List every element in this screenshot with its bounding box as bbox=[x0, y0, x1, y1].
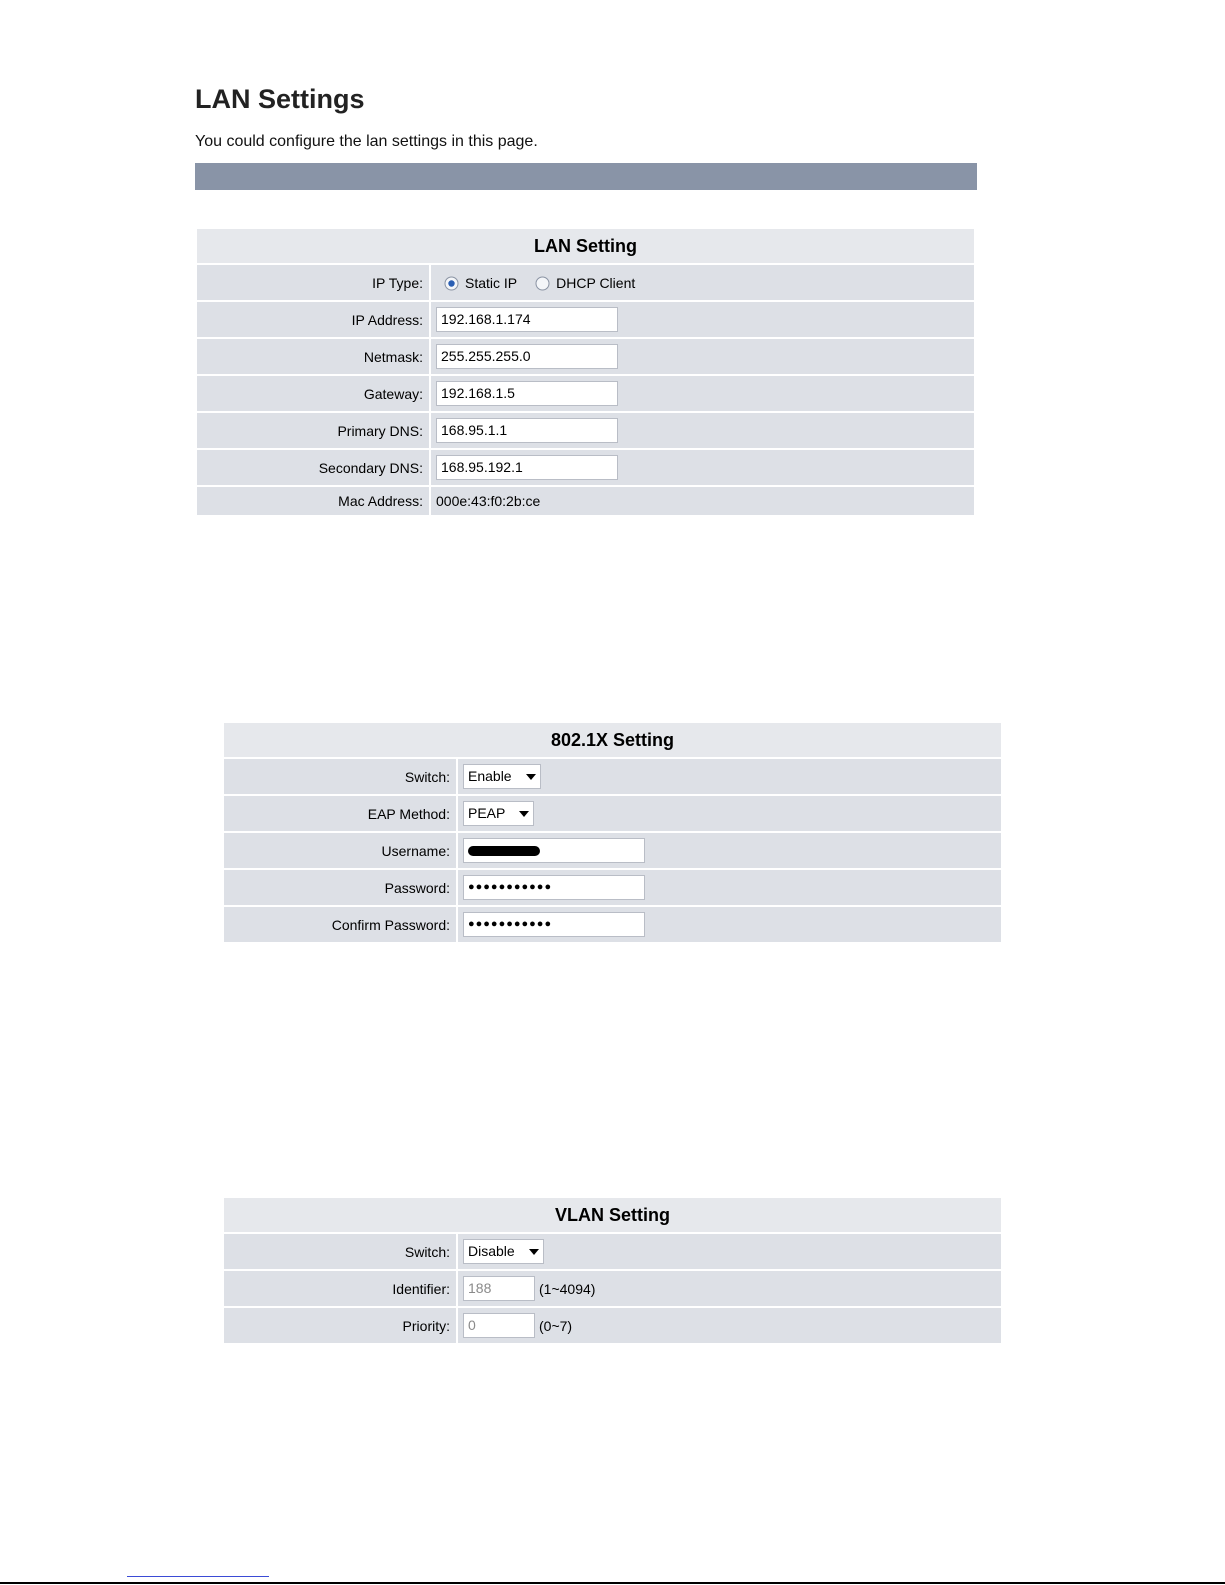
vlan-switch-select[interactable] bbox=[463, 1239, 544, 1264]
identifier-range-hint: (1~4094) bbox=[539, 1280, 596, 1297]
page-description: You could configure the lan settings in this page. bbox=[195, 133, 538, 150]
static-ip-radio[interactable] bbox=[444, 276, 459, 291]
gateway-label: Gateway: bbox=[196, 375, 430, 412]
primary-dns-input[interactable]: 168.95.1.1 bbox=[436, 418, 618, 443]
password-input[interactable]: ●●●●●●●●●●● bbox=[463, 875, 645, 900]
mac-address-value: 000e:43:f0:2b:ce bbox=[430, 486, 975, 516]
confirm-password-input[interactable]: ●●●●●●●●●●● bbox=[463, 912, 645, 937]
vlan-setting-table bbox=[222, 1196, 1003, 1345]
page-title: LAN Settings bbox=[195, 84, 365, 114]
confirm-password-label: Confirm Password: bbox=[223, 906, 457, 943]
password-label: Password: bbox=[223, 869, 457, 906]
dot1x-switch-value: Enable bbox=[468, 768, 512, 784]
vlan-switch-value: Disable bbox=[468, 1243, 515, 1259]
lan-setting-header: LAN Setting bbox=[196, 228, 975, 264]
footnote-separator bbox=[127, 1576, 269, 1577]
primary-dns-label: Primary DNS: bbox=[196, 412, 430, 449]
chevron-down-icon bbox=[519, 811, 529, 817]
username-input[interactable] bbox=[463, 838, 645, 863]
ip-address-input[interactable]: 192.168.1.174 bbox=[436, 307, 618, 332]
chevron-down-icon bbox=[529, 1249, 539, 1255]
dot1x-setting-header: 802.1X Setting bbox=[223, 722, 1002, 758]
static-ip-label: Static IP bbox=[465, 275, 518, 292]
secondary-dns-input[interactable]: 168.95.192.1 bbox=[436, 455, 618, 480]
priority-label: Priority: bbox=[223, 1307, 457, 1344]
priority-input[interactable]: 0 bbox=[463, 1313, 535, 1338]
secondary-dns-label: Secondary DNS: bbox=[196, 449, 430, 486]
dhcp-client-radio[interactable] bbox=[535, 276, 550, 291]
identifier-input[interactable]: 188 bbox=[463, 1276, 535, 1301]
dhcp-client-label: DHCP Client bbox=[556, 275, 636, 292]
vlan-switch-label: Switch: bbox=[223, 1233, 457, 1270]
mac-address-label: Mac Address: bbox=[196, 486, 430, 516]
eap-method-label: EAP Method: bbox=[223, 795, 457, 832]
priority-range-hint: (0~7) bbox=[539, 1317, 573, 1334]
netmask-input[interactable]: 255.255.255.0 bbox=[436, 344, 618, 369]
section-divider-bar bbox=[195, 163, 977, 190]
chevron-down-icon bbox=[526, 774, 536, 780]
page-bottom-rule bbox=[0, 1582, 1225, 1584]
netmask-label: Netmask: bbox=[196, 338, 430, 375]
username-label: Username: bbox=[223, 832, 457, 869]
identifier-label: Identifier: bbox=[223, 1270, 457, 1307]
lan-setting-table bbox=[195, 227, 976, 517]
gateway-input[interactable]: 192.168.1.5 bbox=[436, 381, 618, 406]
ip-type-field bbox=[430, 264, 975, 301]
dot1x-setting-table bbox=[222, 721, 1003, 944]
eap-method-value: PEAP bbox=[468, 805, 506, 821]
redaction-mark bbox=[468, 846, 540, 856]
ip-type-label: IP Type: bbox=[196, 264, 430, 301]
ip-address-label: IP Address: bbox=[196, 301, 430, 338]
vlan-setting-header: VLAN Setting bbox=[223, 1197, 1002, 1233]
dot1x-switch-select[interactable] bbox=[463, 764, 541, 789]
dot1x-switch-label: Switch: bbox=[223, 758, 457, 795]
eap-method-select[interactable] bbox=[463, 801, 534, 826]
